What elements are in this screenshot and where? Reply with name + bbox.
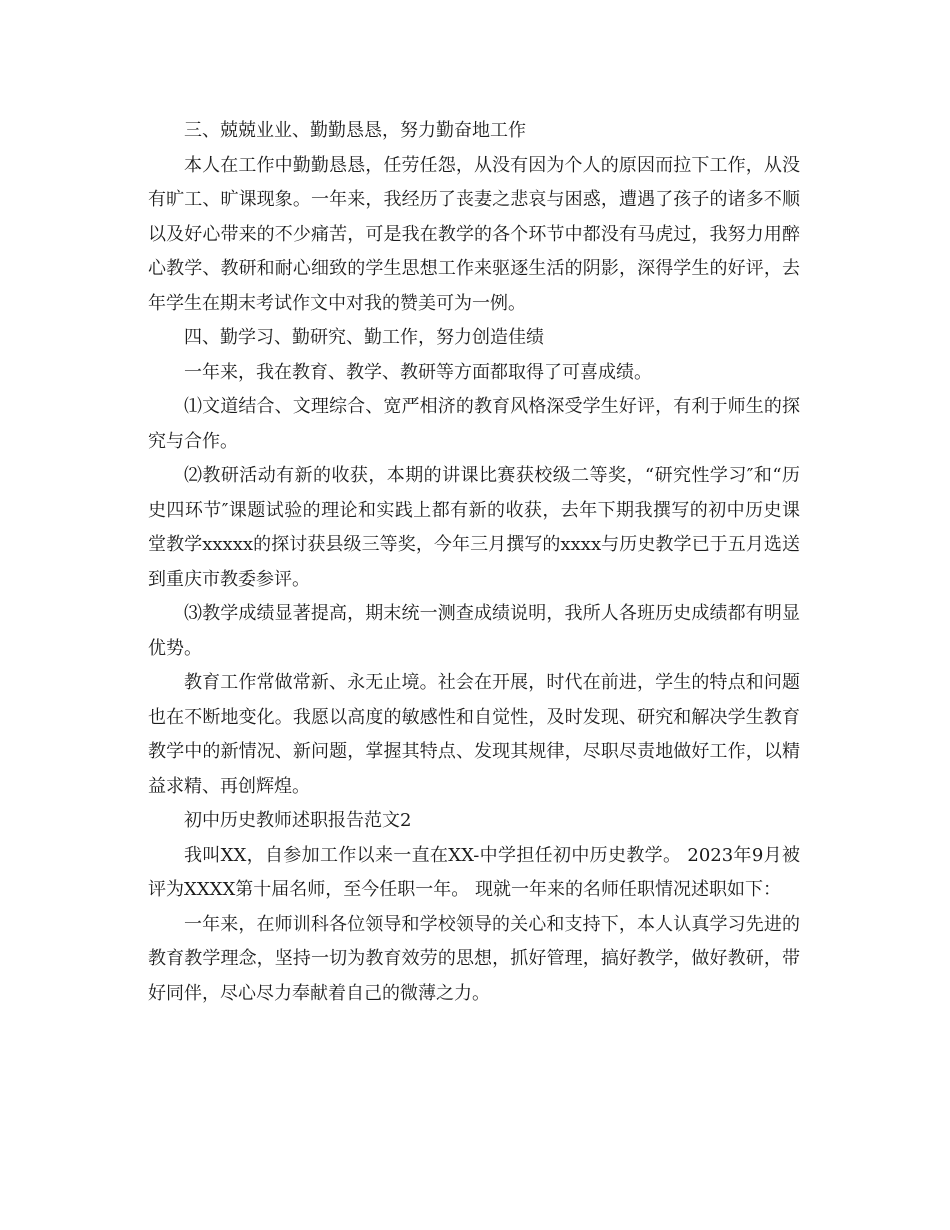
- paragraph: 一年来，在师训科各位领导和学校领导的关心和支持下，本人认真学习先进的教育教学理念，坚持一切为教育效劳的思想，抓好管理，搞好教学，做好教研，带好同伴，尽心尽力奉献着自己的微薄之力。: [148, 913, 800, 1004]
- list-item-3: ⑶教学成绩显著提高，期末统一测查成绩说明，我所人各班历史成绩都有明显优势。: [148, 603, 800, 659]
- section-heading-4: 四、勤学习、勤研究、勤工作，努力创造佳绩: [184, 327, 544, 348]
- report-title-2: 初中历史教师述职报告范文2: [184, 810, 412, 831]
- document-body: [148, 114, 800, 1011]
- section-heading-3: 三、兢兢业业、勤勤恳恳，努力勤奋地工作: [184, 120, 526, 141]
- list-item-1: ⑴文道结合、文理综合、宽严相济的教育风格深受学生好评，有利于师生的探究与合作。: [148, 396, 800, 452]
- list-item-2: ⑵教研活动有新的收获，本期的讲课比赛获校级二等奖，“研究性学习″和“历史四环节″课题试验的理论和实践上都有新的收获，去年下期我撰写的初中历史课堂教学xxxxx的探讨获县级三等奖，今年三月撰写的xxxx与历史教学已于五月选送到重庆市教委参评。: [148, 465, 800, 590]
- paragraph: 本人在工作中勤勤恳恳，任劳任怨，从没有因为个人的原因而拉下工作，从没有旷工、旷课现象。一年来，我经历了丧妻之悲哀与困惑，遭遇了孩子的诸多不顺以及好心带来的不少痛苦，可是我在教学的各个环节中都没有马虎过，我努力用醉心教学、教研和耐心细致的学生思想工作来驱逐生活的阴影，深得学生的好评，去年学生在期末考试作文中对我的赞美可为一例。: [148, 154, 800, 314]
- paragraph: 教育工作常做常新、永无止境。社会在开展，时代在前进，学生的特点和问题也在不断地变化。我愿以高度的敏感性和自觉性，及时发现、研究和解决学生教育教学中的新情况、新问题，掌握其特点、发现其规律，尽职尽责地做好工作，以精益求精、再创辉煌。: [148, 672, 800, 797]
- paragraph: 我叫XX，自参加工作以来一直在XX-中学担任初中历史教学。 2023年9月被评为XXXX第十届名师，至今任职一年。 现就一年来的名师任职情况述职如下：: [148, 844, 800, 900]
- paragraph: 一年来，我在教育、教学、教研等方面都取得了可喜成绩。: [184, 361, 652, 383]
